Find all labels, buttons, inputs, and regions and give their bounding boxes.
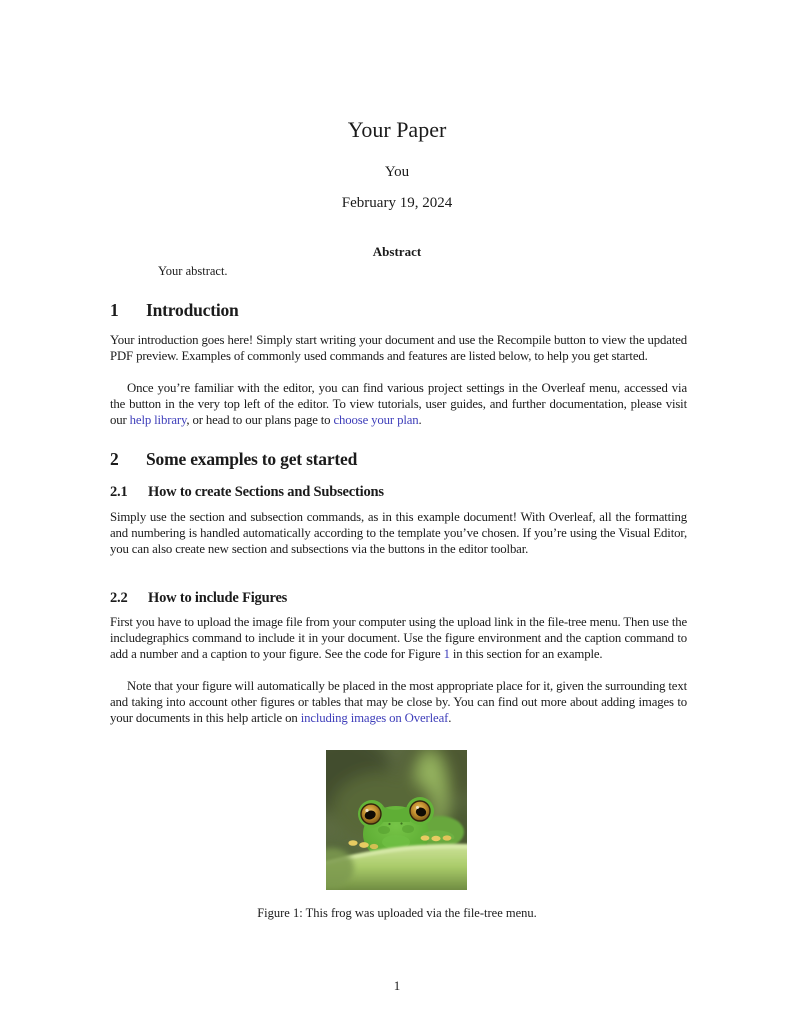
subsection-2-1-heading — [110, 484, 384, 501]
choose-your-plan-link[interactable]: choose your plan — [333, 412, 419, 427]
paper-title: Your Paper — [347, 117, 447, 142]
intro-paragraph-2 — [110, 381, 687, 428]
text-run: Your introduction goes here! Simply start writing your document and use the Recompile button to view the updated PDF preview. Examples of commonly used commands and features are listed below, to help you get started. — [110, 333, 687, 363]
subsection-2-2-paragraph-2 — [110, 679, 687, 726]
subsection-2-1-title: How to create Sections and Subsections — [148, 484, 384, 500]
subsection-2-2-title: How to include Figures — [148, 590, 288, 606]
paper-author: You — [384, 164, 410, 180]
section-1-heading — [110, 300, 239, 321]
subsection-2-2-heading — [110, 590, 287, 607]
text-run: . — [418, 412, 422, 427]
subsection-2-1-paragraph — [110, 510, 687, 557]
including-images-overleaf-link[interactable]: including images on Overleaf — [300, 710, 449, 725]
subsection-2-2-number: 2.2 — [110, 590, 128, 606]
abstract-text: Your abstract. — [158, 264, 228, 278]
subsection-2-1-number: 2.1 — [110, 484, 128, 500]
section-2-number: 2 — [110, 449, 119, 469]
help-library-link[interactable]: help library — [129, 412, 187, 427]
paper-date: February 19, 2024 — [341, 195, 453, 211]
abstract-heading: Abstract — [372, 244, 422, 259]
figure-image-frog — [326, 750, 467, 890]
text-run: Note that your figure will automatically be placed in the most appropriate place for it, given the surrounding text and taking into account other figures or tables that may be close by. You can find out more about adding images to your documents in this help article on — [110, 679, 687, 725]
section-1-title: Introduction — [146, 300, 239, 320]
section-2-heading — [110, 449, 357, 470]
text-run: First you have to upload the image file from your computer using the upload link in the file-tree menu. Then use the includegraphics command to include it in your document. Use the figure environment and the caption command to add a number and a caption to your figure. See the code for Figure — [110, 615, 687, 661]
page-number: 1 — [393, 978, 401, 993]
section-2-title: Some examples to get started — [146, 449, 358, 469]
text-run: Once you’re familiar with the editor, you can find various project settings in the Overleaf menu, accessed via the button in the very top left of the editor. To view tutorials, user guides, and further documentation, please visit our — [110, 381, 687, 427]
text-run: , or head to our plans page to — [186, 412, 334, 427]
figure-1-ref-link[interactable]: 1 — [443, 646, 450, 661]
subsection-2-2-paragraph-1 — [110, 615, 687, 662]
text-run: Simply use the section and subsection commands, as in this example document! With Overleaf, all the formatting and numbering is handled automatically according to the template you’ve chosen. If you’re using the Visual Editor, you can also create new section and subsections via the buttons in the editor toolbar. — [110, 510, 687, 556]
figure-caption: Figure 1: This frog was uploaded via the file-tree menu. — [257, 906, 537, 920]
text-run: in this section for an example. — [449, 646, 603, 661]
section-1-number: 1 — [110, 300, 119, 320]
intro-paragraph-1 — [110, 333, 687, 365]
text-run: . — [448, 710, 452, 725]
